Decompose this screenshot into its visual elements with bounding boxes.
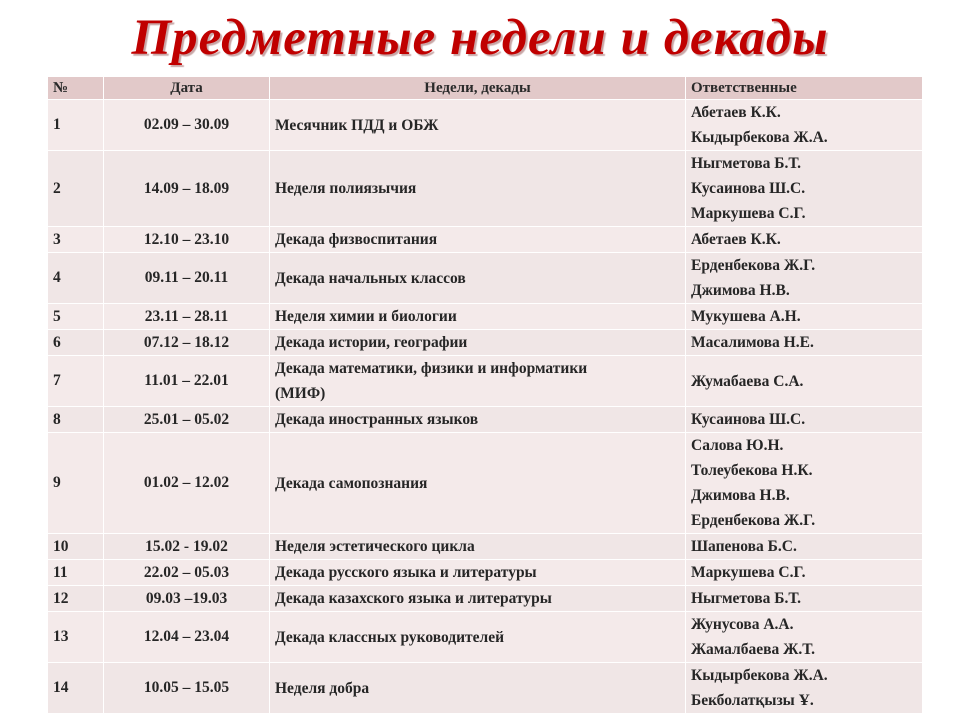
header-date: Дата — [104, 77, 270, 100]
row-number: 14 — [48, 663, 104, 714]
table-row — [48, 151, 923, 227]
row-date: 12.04 – 23.04 — [104, 612, 270, 663]
row-responsible — [686, 560, 923, 586]
header-number: № — [48, 77, 104, 100]
row-number: 13 — [48, 612, 104, 663]
schedule-table-container — [47, 76, 922, 714]
row-number: 11 — [48, 560, 104, 586]
row-date: 11.01 – 22.01 — [104, 356, 270, 407]
page-title: Предметные недели и декады — [131, 10, 829, 66]
table-row — [48, 330, 923, 356]
row-date: 07.12 – 18.12 — [104, 330, 270, 356]
table-row — [48, 560, 923, 586]
row-week-title — [270, 586, 686, 612]
row-number: 1 — [48, 100, 104, 151]
row-responsible — [686, 330, 923, 356]
row-date: 22.02 – 05.03 — [104, 560, 270, 586]
week-title-line: Месячник ПДД и ОБЖ — [275, 116, 439, 134]
row-week-title — [270, 433, 686, 534]
week-title-line: Неделя эстетического цикла — [275, 538, 475, 555]
responsible-person: Салова Ю.Н. — [691, 437, 784, 454]
table-row — [48, 227, 923, 253]
row-week-title — [270, 151, 686, 227]
responsible-person: Кыдырбекова Ж.А. — [691, 129, 828, 146]
row-number: 10 — [48, 534, 104, 560]
week-title-line: Неделя химии и биологии — [275, 308, 457, 325]
row-responsible — [686, 612, 923, 663]
table-row — [48, 356, 923, 407]
row-date: 09.03 –19.03 — [104, 586, 270, 612]
responsible-person: Абетаев К.К. — [691, 231, 781, 248]
row-date: 23.11 – 28.11 — [104, 304, 270, 330]
table-row — [48, 304, 923, 330]
week-title-line: Декада классных руководителей — [275, 628, 505, 646]
week-title-line: Декада математики, физики и информатики — [275, 360, 588, 377]
responsible-person: Жунусова А.А. — [691, 616, 794, 633]
row-week-title — [270, 356, 686, 407]
table-row — [48, 253, 923, 304]
row-week-title — [270, 560, 686, 586]
row-week-title — [270, 534, 686, 560]
row-responsible — [686, 663, 923, 714]
row-week-title — [270, 330, 686, 356]
row-week-title — [270, 100, 686, 151]
table-row — [48, 534, 923, 560]
responsible-person: Ныгметова Б.Т. — [691, 590, 801, 607]
row-week-title — [270, 407, 686, 433]
row-responsible — [686, 586, 923, 612]
row-responsible — [686, 534, 923, 560]
responsible-person: Маркушева С.Г. — [691, 205, 806, 222]
week-title-line: Декада физвоспитания — [275, 231, 438, 248]
responsible-person: Маркушева С.Г. — [691, 564, 806, 581]
row-number: 3 — [48, 227, 104, 253]
responsible-person: Джимова Н.В. — [691, 282, 790, 299]
responsible-person: Жумабаева С.А. — [691, 372, 804, 390]
week-title-line: Неделя полиязычия — [275, 180, 417, 197]
row-week-title — [270, 663, 686, 714]
responsible-person: Кусаинова Ш.С. — [691, 411, 806, 428]
week-title-line: Декада самопознания — [275, 474, 428, 492]
row-week-title — [270, 227, 686, 253]
header-responsible: Ответственные — [686, 77, 923, 100]
week-title-line: Декада истории, географии — [275, 334, 468, 351]
responsible-person: Бекболатқызы Ұ. — [691, 692, 814, 709]
row-number: 2 — [48, 151, 104, 227]
week-title-line: Декада иностранных языков — [275, 411, 479, 428]
row-responsible — [686, 433, 923, 534]
row-week-title — [270, 304, 686, 330]
row-date: 12.10 – 23.10 — [104, 227, 270, 253]
row-date: 14.09 – 18.09 — [104, 151, 270, 227]
row-date: 15.02 - 19.02 — [104, 534, 270, 560]
responsible-person: Ныгметова Б.Т. — [691, 155, 801, 172]
row-number: 12 — [48, 586, 104, 612]
responsible-person: Толеубекова Н.К. — [691, 462, 813, 479]
table-body — [48, 100, 923, 714]
row-responsible — [686, 100, 923, 151]
responsible-person: Кыдырбекова Ж.А. — [691, 667, 828, 684]
table-header — [48, 77, 923, 100]
row-number: 6 — [48, 330, 104, 356]
week-title-line: (МИФ) — [275, 385, 326, 402]
row-date: 09.11 – 20.11 — [104, 253, 270, 304]
responsible-person: Ерденбекова Ж.Г. — [691, 512, 816, 529]
row-number: 5 — [48, 304, 104, 330]
table-row — [48, 433, 923, 534]
responsible-person: Жамалбаева Ж.Т. — [691, 641, 815, 658]
week-title-line: Декада начальных классов — [275, 269, 466, 287]
week-title-line: Декада русского языка и литературы — [275, 564, 537, 581]
row-week-title — [270, 253, 686, 304]
row-number: 9 — [48, 433, 104, 534]
responsible-person: Ерденбекова Ж.Г. — [691, 257, 816, 274]
row-responsible — [686, 227, 923, 253]
row-week-title — [270, 612, 686, 663]
table-row — [48, 407, 923, 433]
row-date: 02.09 – 30.09 — [104, 100, 270, 151]
responsible-person: Кусаинова Ш.С. — [691, 180, 806, 197]
table-row — [48, 663, 923, 714]
row-responsible — [686, 253, 923, 304]
row-responsible — [686, 407, 923, 433]
responsible-person: Шапенова Б.С. — [691, 538, 797, 555]
table-row — [48, 586, 923, 612]
table-row — [48, 100, 923, 151]
week-title-line: Декада казахского языка и литературы — [275, 590, 552, 607]
table-row — [48, 612, 923, 663]
row-responsible — [686, 304, 923, 330]
row-date: 25.01 – 05.02 — [104, 407, 270, 433]
row-date: 01.02 – 12.02 — [104, 433, 270, 534]
row-responsible — [686, 356, 923, 407]
row-number: 4 — [48, 253, 104, 304]
row-responsible — [686, 151, 923, 227]
schedule-table — [47, 76, 923, 714]
responsible-person: Мукушева А.Н. — [691, 308, 801, 325]
responsible-person: Абетаев К.К. — [691, 104, 781, 121]
week-title-line: Неделя добра — [275, 679, 370, 697]
row-number: 7 — [48, 356, 104, 407]
responsible-person: Масалимова Н.Е. — [691, 334, 814, 351]
row-date: 10.05 – 15.05 — [104, 663, 270, 714]
row-number: 8 — [48, 407, 104, 433]
responsible-person: Джимова Н.В. — [691, 487, 790, 504]
header-week: Недели, декады — [270, 77, 686, 100]
header-row — [48, 77, 923, 100]
